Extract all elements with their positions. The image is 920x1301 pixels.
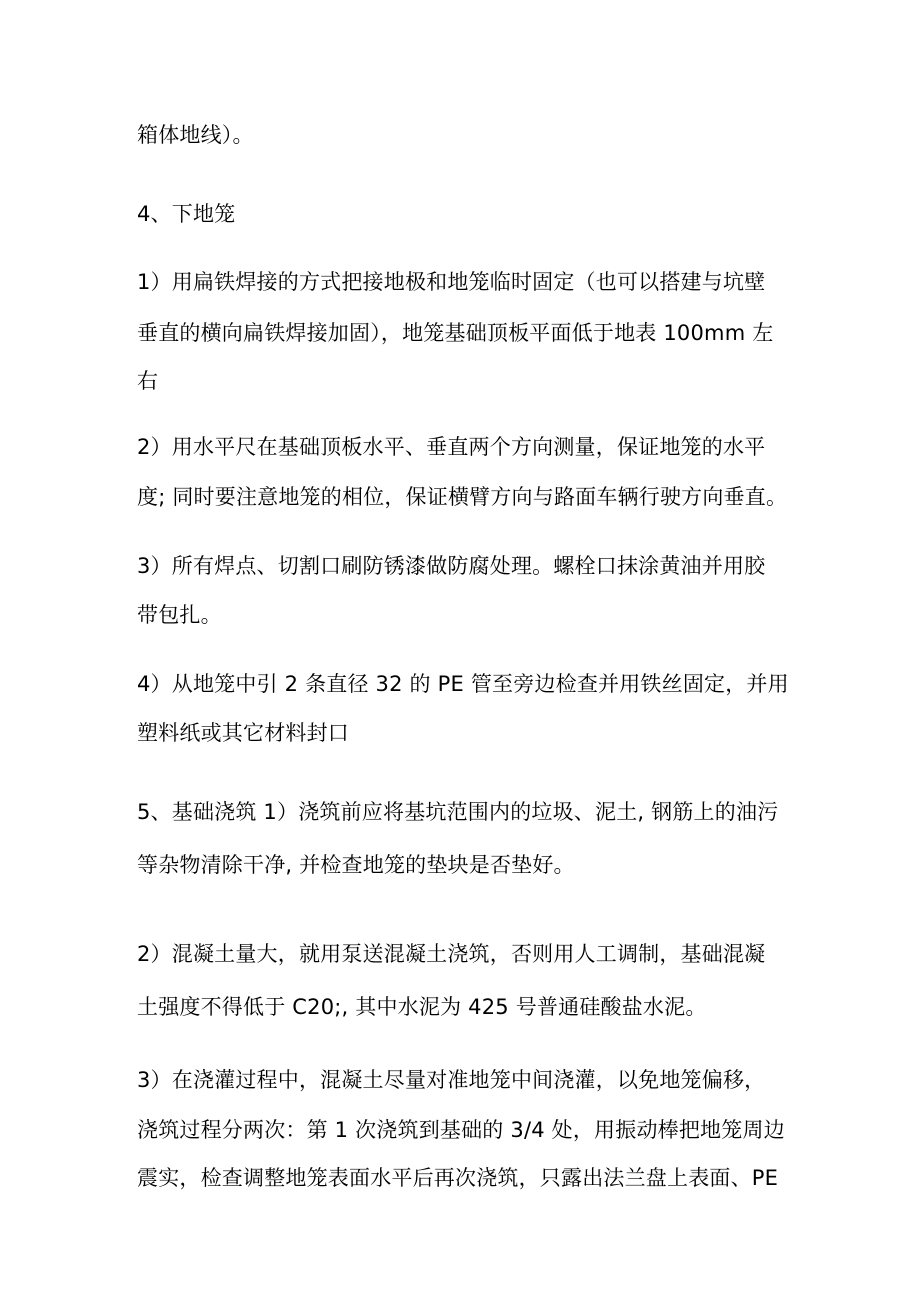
text-line: 震实，检查调整地笼表面水平后再次浇筑，只露出法兰盘上表面、PE [137,1166,779,1190]
section-heading: 4、下地笼 [137,202,236,226]
text-line: 等杂物清除干净, 并检查地笼的垫块是否垫好。 [137,853,575,877]
text-line: 度; 同时要注意地笼的相位，保证横臂方向与路面车辆行驶方向垂直。 [137,485,788,509]
text-line: 4）从地笼中引 2 条直径 32 的 PE 管至旁边检查并用铁丝固定，并用 [137,672,789,696]
text-line: 土强度不得低于 C20;, 其中水泥为 425 号普通硅酸盐水泥。 [137,995,707,1019]
text-line: 垂直的横向扁铁焊接加固），地笼基础顶板平面低于地表 100mm 左 [137,321,774,345]
text-line: 2）用水平尺在基础顶板水平、垂直两个方向测量，保证地笼的水平 [137,435,766,459]
text-line: 2）混凝土量大，就用泵送混凝土浇筑，否则用人工调制，基础混凝 [137,942,766,966]
text-line: 1）用扁铁焊接的方式把接地极和地笼临时固定（也可以搭建与坑壁 [137,270,766,294]
text-line: 带包扎。 [137,603,222,627]
text-line: 右 [137,369,159,393]
text-line: 3）所有焊点、切割口刷防锈漆做防腐处理。螺栓口抹涂黄油并用胶 [137,554,766,578]
text-line: 塑料纸或其它材料封口 [137,721,349,745]
section-heading: 5、基础浇筑 1）浇筑前应将基坑范围内的垃圾、泥土, 钢筋上的油污 [137,800,779,824]
text-line: 3）在浇灌过程中，混凝土尽量对准地笼中间浇灌，以免地笼偏移， [137,1068,766,1092]
text-line: 箱体地线）。 [137,123,254,147]
text-line: 浇筑过程分两次：第 1 次浇筑到基础的 3/4 处，用振动棒把地笼周边 [137,1118,785,1142]
